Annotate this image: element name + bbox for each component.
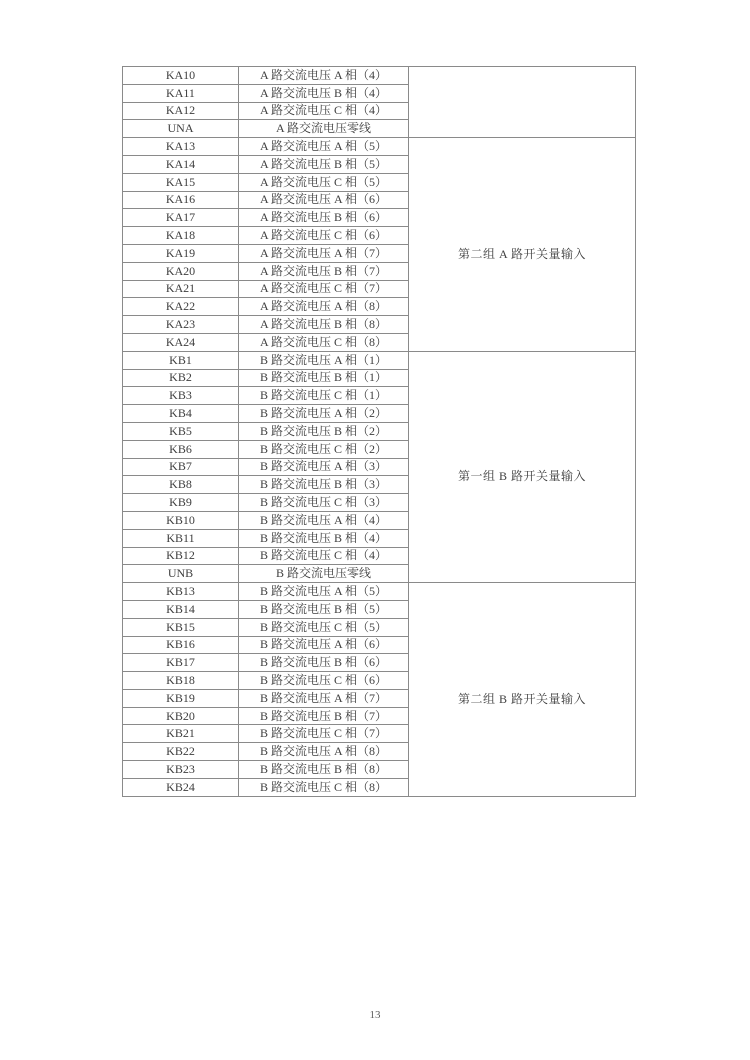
signal-desc-cell: A 路交流电压 B 相（8） — [239, 316, 409, 334]
group-label-cell — [409, 583, 636, 797]
pin-code-cell: KA21 — [123, 280, 239, 298]
signal-desc-cell: B 路交流电压 B 相（3） — [239, 476, 409, 494]
group-label-cell — [409, 351, 636, 582]
signal-desc-cell: A 路交流电压 C 相（7） — [239, 280, 409, 298]
signal-desc-cell: B 路交流电压 B 相（6） — [239, 654, 409, 672]
pin-code-cell: KB14 — [123, 600, 239, 618]
pin-code-cell: KA20 — [123, 262, 239, 280]
signal-desc-cell: B 路交流电压 C 相（6） — [239, 672, 409, 690]
pin-code-cell: KB22 — [123, 743, 239, 761]
pin-code-cell: KB1 — [123, 351, 239, 369]
signal-desc-cell: A 路交流电压 A 相（7） — [239, 244, 409, 262]
signal-desc-cell: B 路交流电压 C 相（8） — [239, 778, 409, 796]
pin-code-cell: KA10 — [123, 67, 239, 85]
group-label: 第一组 B 路开关量输入 — [457, 469, 586, 484]
signal-desc-cell: A 路交流电压 A 相（8） — [239, 298, 409, 316]
group-label: 第二组 A 路开关量输入 — [457, 246, 586, 261]
signal-desc-cell: B 路交流电压 A 相（1） — [239, 351, 409, 369]
pin-code-cell: KB21 — [123, 725, 239, 743]
pin-code-cell: KB10 — [123, 511, 239, 529]
pin-code-cell: KB6 — [123, 440, 239, 458]
pin-code-cell: KB13 — [123, 583, 239, 601]
pin-code-cell: KA19 — [123, 244, 239, 262]
pin-code-cell: KB19 — [123, 689, 239, 707]
signal-desc-cell: B 路交流电压 B 相（5） — [239, 600, 409, 618]
signal-desc-cell: A 路交流电压 A 相（5） — [239, 138, 409, 156]
pin-code-cell: KA22 — [123, 298, 239, 316]
signal-desc-cell: A 路交流电压 C 相（4） — [239, 102, 409, 120]
signal-desc-cell: B 路交流电压 C 相（3） — [239, 494, 409, 512]
pin-code-cell: KA14 — [123, 155, 239, 173]
signal-desc-cell: A 路交流电压 C 相（5） — [239, 173, 409, 191]
signal-desc-cell: B 路交流电压 C 相（4） — [239, 547, 409, 565]
signal-table-body — [123, 67, 636, 797]
signal-desc-cell: A 路交流电压 C 相（6） — [239, 227, 409, 245]
pin-code-cell: UNA — [123, 120, 239, 138]
signal-desc-cell: B 路交流电压 C 相（5） — [239, 618, 409, 636]
pin-code-cell: KA24 — [123, 333, 239, 351]
pin-code-cell: KB5 — [123, 422, 239, 440]
signal-desc-cell: B 路交流电压 B 相（7） — [239, 707, 409, 725]
pin-code-cell: KA13 — [123, 138, 239, 156]
signal-desc-cell: A 路交流电压 A 相（6） — [239, 191, 409, 209]
pin-code-cell: KA16 — [123, 191, 239, 209]
signal-desc-cell: B 路交流电压 A 相（7） — [239, 689, 409, 707]
signal-desc-cell: B 路交流电压 A 相（4） — [239, 511, 409, 529]
signal-desc-cell: A 路交流电压 B 相（4） — [239, 84, 409, 102]
signal-desc-cell: A 路交流电压 C 相（8） — [239, 333, 409, 351]
signal-desc-cell: B 路交流电压 B 相（4） — [239, 529, 409, 547]
signal-desc-cell: A 路交流电压零线 — [239, 120, 409, 138]
signal-desc-cell: B 路交流电压 A 相（6） — [239, 636, 409, 654]
pin-code-cell: KA12 — [123, 102, 239, 120]
pin-code-cell: KB4 — [123, 405, 239, 423]
signal-desc-cell: B 路交流电压 A 相（5） — [239, 583, 409, 601]
signal-desc-cell: B 路交流电压 A 相（8） — [239, 743, 409, 761]
signal-desc-cell: B 路交流电压 C 相（2） — [239, 440, 409, 458]
pin-code-cell: KB8 — [123, 476, 239, 494]
signal-desc-cell: B 路交流电压 C 相（1） — [239, 387, 409, 405]
group-label: 第二组 B 路开关量输入 — [457, 691, 586, 706]
signal-desc-cell: A 路交流电压 B 相（5） — [239, 155, 409, 173]
table-row — [123, 67, 636, 85]
pin-code-cell: KB12 — [123, 547, 239, 565]
signal-desc-cell: B 路交流电压 C 相（7） — [239, 725, 409, 743]
pin-code-cell: UNB — [123, 565, 239, 583]
pin-code-cell: KB2 — [123, 369, 239, 387]
signal-desc-cell: A 路交流电压 A 相（4） — [239, 67, 409, 85]
pin-code-cell: KB15 — [123, 618, 239, 636]
signal-desc-cell: B 路交流电压零线 — [239, 565, 409, 583]
pin-code-cell: KB16 — [123, 636, 239, 654]
pin-code-cell: KB7 — [123, 458, 239, 476]
pin-code-cell: KB24 — [123, 778, 239, 796]
pin-code-cell: KB9 — [123, 494, 239, 512]
pin-code-cell: KB3 — [123, 387, 239, 405]
signal-desc-cell: A 路交流电压 B 相（7） — [239, 262, 409, 280]
signal-desc-cell: B 路交流电压 B 相（2） — [239, 422, 409, 440]
signal-desc-cell: A 路交流电压 B 相（6） — [239, 209, 409, 227]
pin-code-cell: KB11 — [123, 529, 239, 547]
table-row — [123, 583, 636, 601]
pin-code-cell: KB17 — [123, 654, 239, 672]
group-label-cell — [409, 67, 636, 138]
pin-code-cell: KB23 — [123, 761, 239, 779]
pin-code-cell: KA18 — [123, 227, 239, 245]
group-label-cell — [409, 138, 636, 352]
page-number: 13 — [369, 1009, 381, 1021]
signal-table — [122, 66, 636, 797]
pin-code-cell: KA17 — [123, 209, 239, 227]
table-row — [123, 351, 636, 369]
pin-code-cell: KA23 — [123, 316, 239, 334]
signal-desc-cell: B 路交流电压 A 相（3） — [239, 458, 409, 476]
signal-desc-cell: B 路交流电压 B 相（8） — [239, 761, 409, 779]
pin-code-cell: KB20 — [123, 707, 239, 725]
pin-code-cell: KB18 — [123, 672, 239, 690]
signal-desc-cell: B 路交流电压 A 相（2） — [239, 405, 409, 423]
table-row — [123, 138, 636, 156]
signal-desc-cell: B 路交流电压 B 相（1） — [239, 369, 409, 387]
pin-code-cell: KA15 — [123, 173, 239, 191]
pin-code-cell: KA11 — [123, 84, 239, 102]
